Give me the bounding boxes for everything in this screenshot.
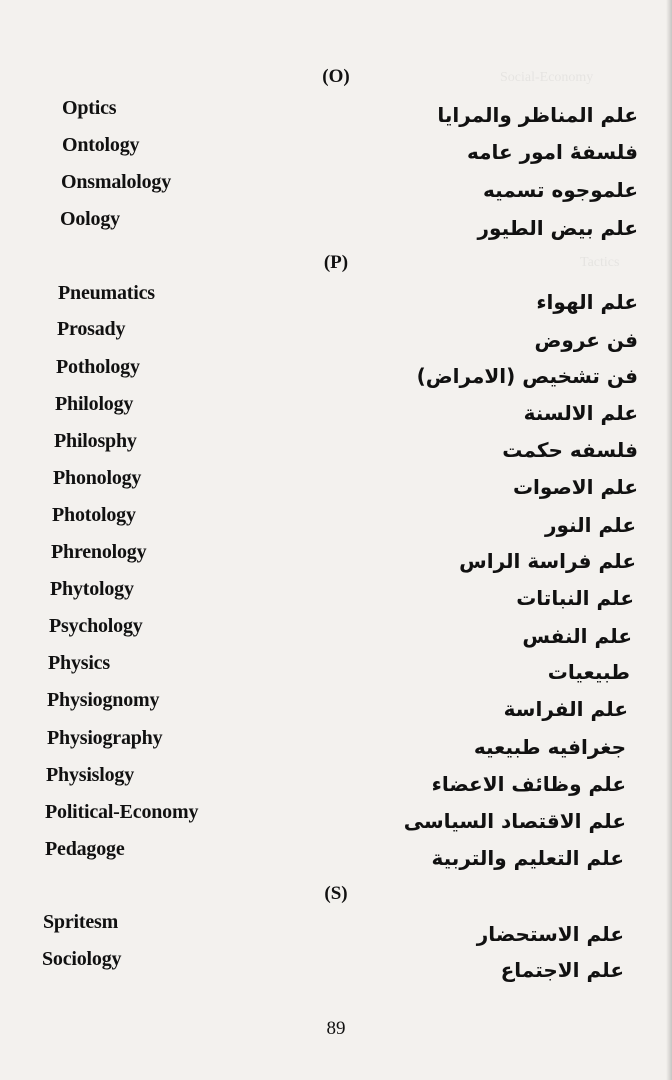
section-heading-o: (O) [322, 66, 350, 87]
term-arabic: علم الاقتصاد السياسى [403, 809, 626, 833]
bleed-through-text: Tactics [580, 255, 620, 270]
term-arabic: فن عروض [534, 328, 638, 352]
term-english: Sociology [42, 948, 122, 970]
term-arabic: فن تشخيص (الامراض) [416, 364, 638, 388]
term-english: Pedagoge [45, 838, 125, 860]
term-english: Pothology [56, 356, 140, 378]
term-english: Pneumatics [58, 282, 155, 304]
section-heading-s: (S) [324, 883, 348, 904]
term-english: Onsmalology [61, 171, 172, 193]
term-arabic: علم الاجتماع [500, 958, 624, 982]
term-arabic: علم الاصوات [512, 475, 638, 499]
term-arabic: علم النور [544, 513, 636, 537]
bleed-through-text: Social-Economy [500, 70, 594, 85]
term-arabic: فلسفه حكمت [502, 438, 638, 462]
term-english: Philosphy [54, 430, 137, 452]
term-english: Philology [55, 393, 134, 415]
term-english: Phytology [50, 578, 134, 600]
term-english: Political-Economy [45, 801, 199, 823]
term-arabic: علم بيض الطيور [477, 216, 638, 240]
term-english: Prosady [57, 318, 126, 340]
term-arabic: علم المناظر والمرايا [437, 103, 638, 127]
term-arabic: علم النباتات [516, 586, 634, 610]
term-arabic: علم الالسنة [523, 401, 638, 425]
page-number: 89 [326, 1018, 346, 1039]
term-english: Optics [62, 97, 117, 119]
term-english: Physics [48, 652, 110, 674]
term-arabic: علم فراسة الراس [459, 549, 636, 573]
term-arabic: علم النفس [522, 624, 632, 648]
term-english: Ontology [62, 134, 140, 156]
term-arabic: علم الاستحضار [476, 922, 624, 946]
term-arabic: فلسفهٔ امور عامه [466, 140, 638, 164]
term-english: Phonology [53, 467, 142, 489]
term-english: Oology [60, 208, 120, 230]
term-english: Psychology [49, 615, 143, 637]
term-english: Physislogy [46, 764, 135, 786]
term-english: Physiognomy [47, 689, 160, 711]
section-heading-p: (P) [323, 252, 349, 273]
term-arabic: جغرافيه طبيعيه [473, 735, 626, 759]
term-arabic: علم الهواء [536, 290, 638, 314]
term-english: Photology [52, 504, 136, 526]
term-arabic: علم التعليم والتربية [431, 846, 624, 870]
term-english: Phrenology [51, 541, 147, 563]
term-english: Spritesm [43, 911, 119, 933]
term-arabic: علم الفراسة [503, 697, 628, 721]
term-arabic: علم وظائف الاعضاء [431, 772, 626, 796]
page-edge-shadow [666, 0, 672, 1080]
term-arabic: طبيعيات [547, 660, 630, 684]
term-arabic: علموجوه تسميه [482, 178, 638, 202]
term-english: Physiography [47, 727, 163, 749]
